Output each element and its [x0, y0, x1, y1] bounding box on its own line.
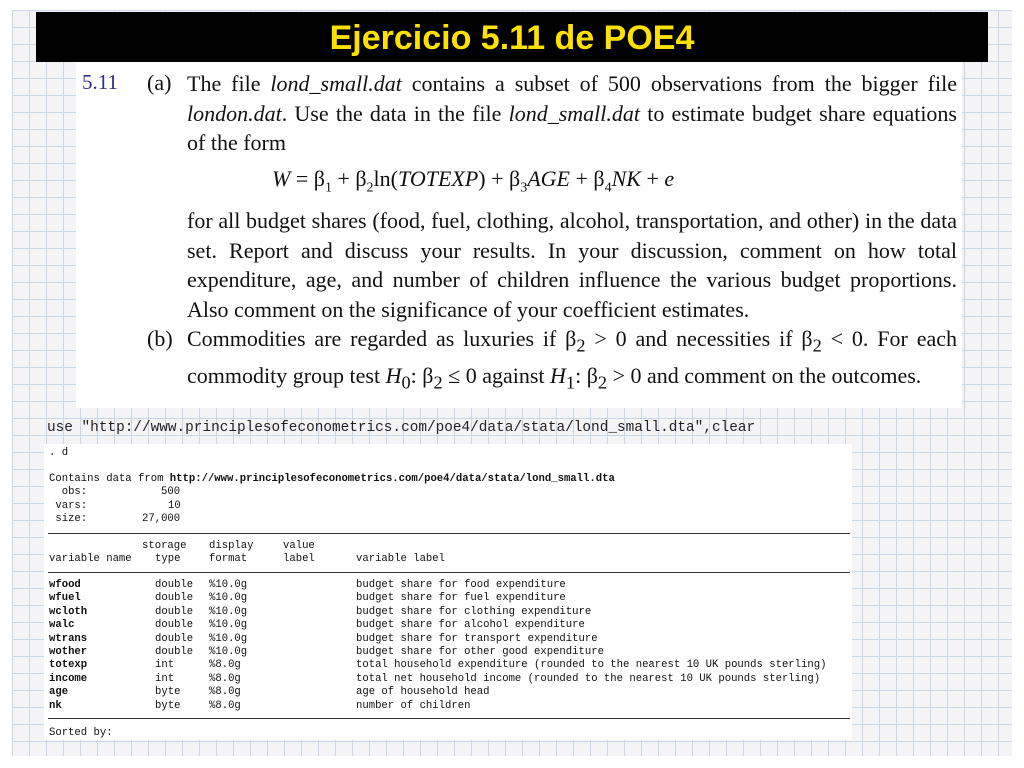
table-rule-bottom [48, 718, 850, 719]
obs-label: obs: [49, 486, 88, 498]
stata-prompt: . d [49, 447, 69, 459]
contains-line: Contains data from http://www.principlesofeconometrics.com/poe4/data/stata/lond_small.dta [49, 473, 615, 485]
vars-label: vars: [49, 500, 88, 512]
table-row: walc double %10.0g budget share for alcohol expenditure [49, 619, 585, 632]
exercise-number: 5.11 [82, 70, 118, 94]
size-label: size: [49, 513, 88, 525]
header-label: label [283, 553, 315, 565]
header-format: format [209, 553, 248, 565]
vars-value: 10 [168, 500, 181, 512]
header-value: value [283, 540, 315, 552]
table-row: wfood double %10.0g budget share for food expenditure [49, 579, 566, 591]
size-value: 27,000 [142, 513, 181, 525]
header-variable-label: variable label [356, 553, 446, 565]
part-a-label: (a) [147, 70, 172, 95]
table-rule-middle [48, 572, 850, 573]
table-row: nk byte %8.0g number of children [49, 699, 471, 712]
table-row: income int %8.0g total net household income (rounded to the nearest 10 UK pounds sterling) [49, 672, 821, 685]
header-display: display [209, 540, 254, 552]
exercise-image [76, 62, 962, 408]
stata-command: use "http://www.principlesofeconometrics.com/poe4/data/stata/lond_small.dta",clear [47, 420, 756, 436]
part-a-intro: The file lond_small.dat contains a subset of 500 observations from the bigger file london.dat. Use the data in the file lond_small.dat to estimate budget share equations of the form [187, 71, 957, 155]
sorted-by: Sorted by: [49, 727, 113, 739]
table-row: wcloth double %10.0g budget share for clothing expenditure [49, 605, 592, 618]
header-type: type [155, 553, 181, 565]
header-storage: storage [142, 540, 187, 552]
table-row: wfuel double %10.0g budget share for fuel expenditure [49, 592, 566, 605]
slide-title: Ejercicio 5.11 de POE4 [36, 12, 988, 62]
table-row: wtrans double %10.0g budget share for transport expenditure [49, 632, 598, 645]
budget-share-equation: $W = \beta_1$ + $\beta_2\ln(TOTEXP) + \beta_3AGE + \beta_4NK + e$ [272, 166, 675, 196]
table-row: totexp int %8.0g total household expenditure (rounded to the nearest 10 UK pounds sterling) [49, 659, 827, 672]
part-b-body: Commodities are regarded as luxuries if $\beta_2 > 0$ and necessities if $\beta_2 < 0$. For each commodity group test $H_0$: $\beta_2 \le 0$ against $H_1$: $\beta_2 > 0$ and comment on the outcomes. [187, 326, 957, 393]
part-b-label: (b) [147, 326, 173, 351]
header-variable-name: variable name [49, 553, 132, 565]
table-row: wother double %10.0g budget share for other good expenditure [49, 646, 604, 658]
stata-describe-output [44, 444, 852, 740]
part-a-body: for all budget shares (food, fuel, clothing, alcohol, transportation, and other) in the data set. Report and discuss your results. In your discussion, comment on how total expenditure, age, and number of children influence the various budget proportions. Also comment on the significance of your coefficient estimates. [187, 208, 957, 322]
obs-value: 500 [161, 486, 181, 498]
table-row: age byte %8.0g age of household head [49, 686, 490, 699]
table-rule-top [48, 533, 850, 534]
